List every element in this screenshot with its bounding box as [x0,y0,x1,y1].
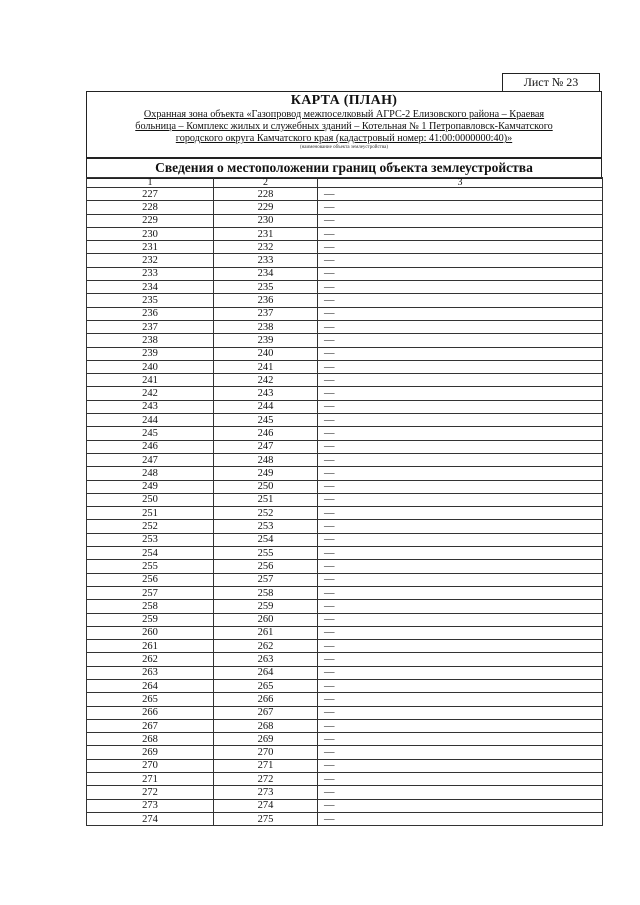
table-cell-col-3: — [318,693,603,706]
table-cell-col-3: — [318,307,603,320]
table-row [87,320,603,333]
table-cell-col-2: 230 [214,214,318,227]
table-cell-col-1: 266 [87,706,214,719]
table-cell-col-1: 227 [87,188,214,201]
table-cell-col-2: 264 [214,666,318,679]
table-row [87,241,603,254]
table-cell-col-2: 238 [214,320,318,333]
table-cell-col-1: 230 [87,227,214,240]
table-cell-col-1: 271 [87,773,214,786]
table-cell-col-3: — [318,626,603,639]
table-cell-col-3: — [318,560,603,573]
table-cell-col-2: 237 [214,307,318,320]
table-cell-col-3: — [318,613,603,626]
table-cell-col-1: 238 [87,334,214,347]
table-cell-col-1: 258 [87,600,214,613]
table-cell-col-1: 239 [87,347,214,360]
table-cell-col-3: — [318,467,603,480]
table-cell-col-2: 236 [214,294,318,307]
table-row [87,214,603,227]
table-cell-col-2: 245 [214,414,318,427]
table-cell-col-3: — [318,799,603,812]
table-cell-col-3: — [318,719,603,732]
table-cell-col-3: — [318,666,603,679]
table-row [87,360,603,373]
table-row [87,679,603,692]
table-cell-col-1: 236 [87,307,214,320]
table-row [87,520,603,533]
table-cell-col-1: 273 [87,799,214,812]
section-title: Сведения о местоположении границ объекта землеустройства [86,157,602,179]
table-row [87,719,603,732]
table-cell-col-3: — [318,214,603,227]
table-cell-col-3: — [318,347,603,360]
table-cell-col-3: — [318,746,603,759]
table-row [87,480,603,493]
table-cell-col-2: 253 [214,520,318,533]
table-cell-col-3: — [318,786,603,799]
table-row [87,786,603,799]
table-row [87,600,603,613]
document-header [86,91,602,158]
table-cell-col-2: 266 [214,693,318,706]
table-cell-col-3: — [318,453,603,466]
table-cell-col-1: 247 [87,453,214,466]
table-cell-col-2: 246 [214,427,318,440]
table-row [87,653,603,666]
table-cell-col-2: 249 [214,467,318,480]
table-cell-col-2: 271 [214,759,318,772]
table-cell-col-2: 250 [214,480,318,493]
table-cell-col-2: 267 [214,706,318,719]
table-cell-col-3: — [318,201,603,214]
table-row [87,733,603,746]
table-cell-col-3: — [318,520,603,533]
table-cell-col-2: 275 [214,812,318,825]
table-cell-col-2: 257 [214,573,318,586]
table-cell-col-3: — [318,400,603,413]
table-cell-col-3: — [318,227,603,240]
table-cell-col-2: 232 [214,241,318,254]
table-row [87,573,603,586]
table-row [87,400,603,413]
table-cell-col-1: 232 [87,254,214,267]
table-cell-col-1: 253 [87,533,214,546]
object-name-caption: (наименование объекта землеустройства) [299,145,389,150]
table-cell-col-3: — [318,507,603,520]
table-cell-col-1: 268 [87,733,214,746]
table-cell-col-3: — [318,294,603,307]
table-cell-col-2: 269 [214,733,318,746]
table-cell-col-2: 258 [214,586,318,599]
table-row [87,267,603,280]
table-cell-col-2: 255 [214,547,318,560]
table-cell-col-2: 251 [214,493,318,506]
table-cell-col-3: — [318,773,603,786]
table-row [87,281,603,294]
table-cell-col-1: 248 [87,467,214,480]
table-cell-col-2: 239 [214,334,318,347]
table-row [87,706,603,719]
table-cell-col-3: — [318,493,603,506]
table-cell-col-2: 262 [214,640,318,653]
table-cell-col-1: 274 [87,812,214,825]
table-cell-col-2: 268 [214,719,318,732]
table-row [87,374,603,387]
table-cell-col-3: — [318,281,603,294]
table-cell-col-1: 234 [87,281,214,294]
table-cell-col-2: 263 [214,653,318,666]
table-cell-col-1: 229 [87,214,214,227]
table-cell-col-1: 240 [87,360,214,373]
table-cell-col-2: 229 [214,201,318,214]
table-cell-col-3: — [318,267,603,280]
table-cell-col-1: 246 [87,440,214,453]
table-row [87,812,603,825]
table-row [87,693,603,706]
table-cell-col-2: 241 [214,360,318,373]
table-cell-col-1: 255 [87,560,214,573]
table-cell-col-3: — [318,188,603,201]
table-cell-col-2: 273 [214,786,318,799]
table-cell-col-3: — [318,733,603,746]
table-cell-col-2: 228 [214,188,318,201]
table-row [87,201,603,214]
table-cell-col-1: 260 [87,626,214,639]
table-cell-col-2: 234 [214,267,318,280]
table-cell-col-1: 256 [87,573,214,586]
table-cell-col-3: — [318,374,603,387]
table-cell-col-2: 231 [214,227,318,240]
table-cell-col-1: 250 [87,493,214,506]
table-cell-col-2: 256 [214,560,318,573]
table-cell-col-2: 244 [214,400,318,413]
table-cell-col-3: — [318,812,603,825]
table-cell-col-1: 263 [87,666,214,679]
table-cell-col-3: — [318,759,603,772]
table-cell-col-2: 259 [214,600,318,613]
table-row [87,533,603,546]
table-row [87,773,603,786]
table-cell-col-3: — [318,360,603,373]
table-row [87,507,603,520]
table-cell-col-1: 241 [87,374,214,387]
table-cell-col-1: 267 [87,719,214,732]
table-row [87,799,603,812]
table-cell-col-2: 261 [214,626,318,639]
table-cell-col-1: 265 [87,693,214,706]
table-cell-col-2: 235 [214,281,318,294]
table-row [87,586,603,599]
table-cell-col-3: — [318,254,603,267]
table-row [87,307,603,320]
table-cell-col-1: 243 [87,400,214,413]
table-cell-col-3: — [318,334,603,347]
table-cell-col-3: — [318,387,603,400]
table-cell-col-1: 245 [87,427,214,440]
object-name-line-2: больница – Комплекс жилых и служебных зданий – Котельная № 1 Петропавловск-Камчатского [135,121,553,132]
column-header-3: 3 [318,178,603,188]
table-cell-col-3: — [318,241,603,254]
table-cell-col-2: 233 [214,254,318,267]
table-row [87,547,603,560]
table-row [87,334,603,347]
table-row [87,414,603,427]
table-cell-col-3: — [318,427,603,440]
table-cell-col-3: — [318,480,603,493]
table-cell-col-1: 270 [87,759,214,772]
table-cell-col-1: 252 [87,520,214,533]
table-cell-col-1: 237 [87,320,214,333]
table-cell-col-2: 248 [214,453,318,466]
table-cell-col-2: 274 [214,799,318,812]
table-cell-col-3: — [318,533,603,546]
boundary-table [86,177,603,826]
table-cell-col-2: 247 [214,440,318,453]
table-cell-col-3: — [318,679,603,692]
table-row [87,613,603,626]
table-row [87,560,603,573]
table-row [87,453,603,466]
table-row [87,440,603,453]
table-cell-col-1: 242 [87,387,214,400]
table-cell-col-2: 272 [214,773,318,786]
table-cell-col-1: 244 [87,414,214,427]
table-row [87,347,603,360]
table-cell-col-1: 254 [87,547,214,560]
table-row [87,626,603,639]
table-cell-col-1: 235 [87,294,214,307]
table-cell-col-3: — [318,600,603,613]
table-cell-col-3: — [318,573,603,586]
table-cell-col-2: 242 [214,374,318,387]
table-cell-col-3: — [318,640,603,653]
table-cell-col-2: 260 [214,613,318,626]
table-row [87,467,603,480]
table-cell-col-1: 231 [87,241,214,254]
table-cell-col-3: — [318,320,603,333]
table-row [87,746,603,759]
table-cell-col-1: 269 [87,746,214,759]
table-row [87,294,603,307]
table-cell-col-3: — [318,414,603,427]
sheet-number: Лист № 23 [502,73,600,92]
table-row [87,666,603,679]
table-cell-col-2: 254 [214,533,318,546]
table-row [87,387,603,400]
table-cell-col-1: 272 [87,786,214,799]
table-cell-col-2: 252 [214,507,318,520]
table-header-row [87,178,603,188]
object-name-line-1: Охранная зона объекта «Газопровод межпоселковый АГРС-2 Елизовского района – Краевая [143,109,545,120]
table-row [87,759,603,772]
table-cell-col-1: 257 [87,586,214,599]
table-cell-col-2: 265 [214,679,318,692]
table-cell-col-1: 259 [87,613,214,626]
table-cell-col-1: 261 [87,640,214,653]
table-cell-col-3: — [318,440,603,453]
table-row [87,227,603,240]
table-row [87,427,603,440]
table-cell-col-2: 243 [214,387,318,400]
document-title: КАРТА (ПЛАН) [290,93,398,108]
table-row [87,493,603,506]
table-cell-col-1: 251 [87,507,214,520]
table-cell-col-3: — [318,706,603,719]
table-row [87,188,603,201]
table-cell-col-1: 264 [87,679,214,692]
table-cell-col-3: — [318,586,603,599]
table-cell-col-3: — [318,653,603,666]
column-header-2: 2 [214,178,318,188]
column-header-1: 1 [87,178,214,188]
table-cell-col-1: 233 [87,267,214,280]
table-cell-col-1: 262 [87,653,214,666]
table-cell-col-1: 228 [87,201,214,214]
table-cell-col-1: 249 [87,480,214,493]
table-cell-col-3: — [318,547,603,560]
table-row [87,254,603,267]
object-name-line-3: городского округа Камчатского края (кадастровый номер: 41:00:0000000:40)» [175,133,513,144]
table-row [87,640,603,653]
table-cell-col-2: 270 [214,746,318,759]
table-cell-col-2: 240 [214,347,318,360]
